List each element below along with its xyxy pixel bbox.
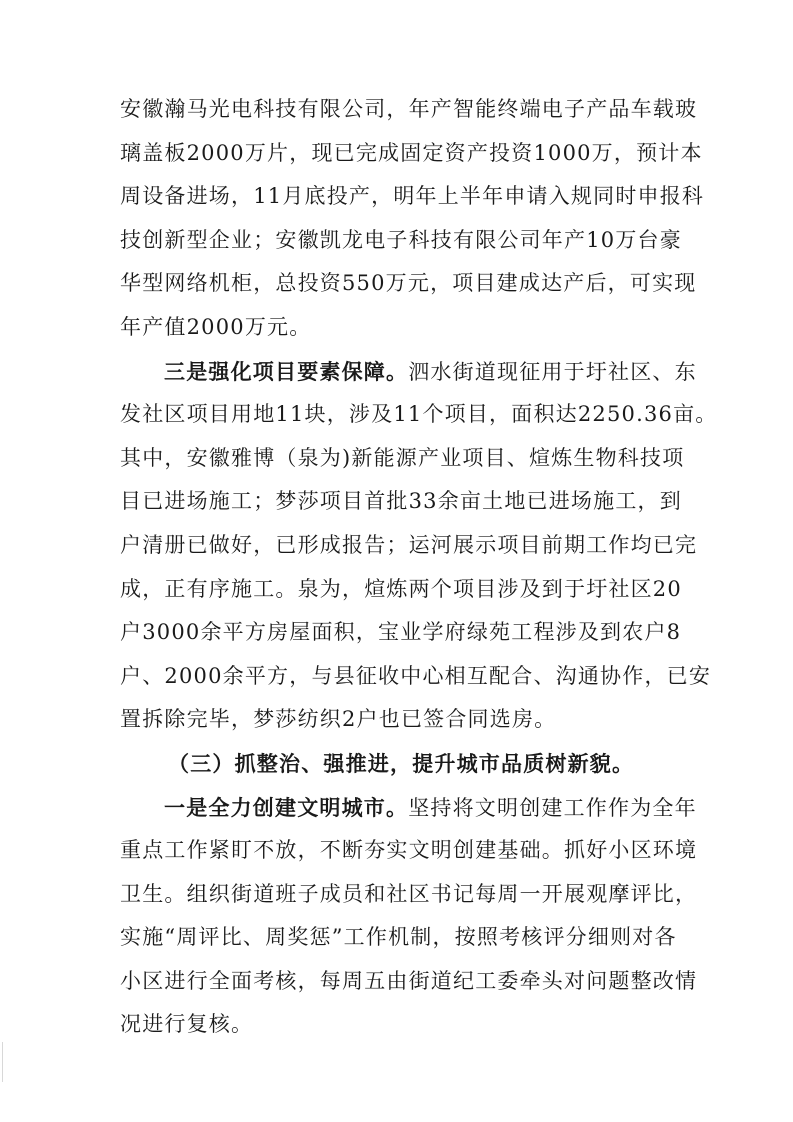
paragraph-lead: 三是强化项目要素保障。 (164, 358, 409, 384)
section-heading: （三）抓整治、强推进，提升城市品质树新貌。 (168, 750, 635, 776)
text-line: 周设备进场，11月底投产，明年上半年申请入规同时申报科 (120, 184, 705, 209)
text-line: 户清册已做好，已形成报告；运河展示项目前期工作均已完 (120, 532, 698, 557)
text-line: 况进行复核。 (120, 1012, 254, 1037)
text-line: 发社区项目用地11块，涉及11个项目，面积达2250.36亩。 (120, 402, 718, 427)
text-line (120, 786, 697, 830)
paragraph-lead: 一是全力创建文明城市。 (164, 794, 409, 820)
text-span: 泗水街道现征用于圩社区、东 (408, 359, 697, 384)
text-line: 置拆除完毕，梦莎纺织2户也已签合同选房。 (120, 707, 557, 732)
paragraph-project-list (120, 88, 705, 350)
text-line: 华型网络机柜，总投资550万元，项目建成达产后，可实现 (120, 271, 697, 296)
text-line: 小区进行全面考核，每周五由街道纪工委牵头对问题整改情 (120, 968, 698, 993)
text-line: 目已进场施工；梦莎项目首批33余亩土地已进场施工，到 (120, 489, 682, 514)
text-line: 卫生。组织街道班子成员和社区书记每周一开展观摩评比， (120, 881, 698, 906)
text-line: 技创新型企业；安徽凯龙电子科技有限公司年产10万台豪 (120, 227, 682, 252)
text-line: 安徽瀚马光电科技有限公司，年产智能终端电子产品车载玻 (120, 97, 698, 121)
text-line: 户3000余平方房屋面积，宝业学府绿苑工程涉及到农户8 (120, 620, 682, 645)
text-line: 璃盖板2000万片，现已完成固定资产投资1000万，预计本 (120, 140, 703, 165)
text-line: 年产值2000万元。 (120, 314, 312, 339)
text-line: 成，正有序施工。泉为，煊炼两个项目涉及到于圩社区20 (120, 576, 682, 601)
paragraph-civilized-city (120, 786, 698, 1048)
paragraph-factor-guarantee (120, 350, 718, 742)
text-span: 坚持将文明创建工作作为全年 (408, 795, 697, 820)
text-line: 重点工作紧盯不放，不断夯实文明创建基础。抓好小区环境 (120, 838, 698, 863)
text-line (120, 350, 697, 394)
text-line: 其中，安徽雅博（泉为)新能源产业项目、煊炼生物科技项 (120, 445, 685, 470)
text-line: 实施“周评比、周奖惩”工作机制，按照考核评分细则对各 (120, 925, 677, 950)
text-line: 户、2000余平方，与县征收中心相互配合、沟通协作，已安 (120, 663, 712, 688)
scan-edge-mark (2, 1042, 3, 1082)
document-body (120, 88, 718, 1047)
